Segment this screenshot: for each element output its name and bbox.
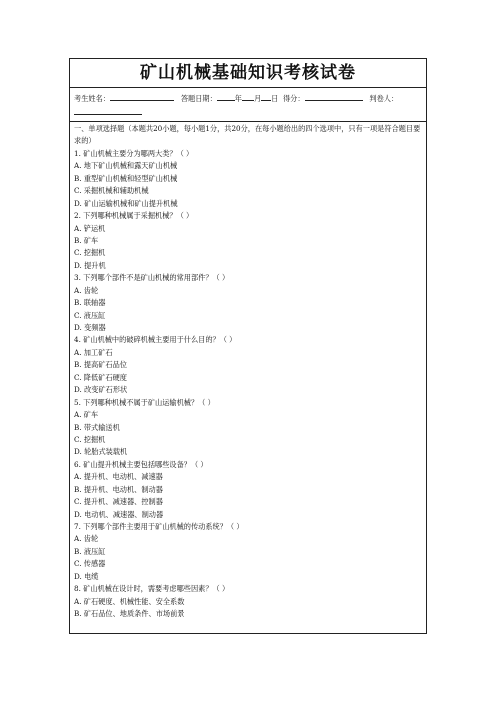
option[interactable]: C. 挖掘机 (74, 434, 106, 444)
option[interactable]: D. 电缆 (74, 571, 99, 581)
option[interactable]: B. 带式输送机 (74, 422, 120, 432)
option[interactable]: B. 矿车 (74, 235, 99, 245)
question-text: 2. 下列哪种机械属于采掘机械？（ ） (74, 211, 194, 221)
option[interactable]: A. 齿轮 (74, 285, 99, 295)
option[interactable]: A. 矿车 (74, 410, 99, 420)
option[interactable]: A. 提升机、电动机、减速器 (74, 472, 163, 482)
option[interactable]: B. 提升机、电动机、制动器 (74, 484, 163, 494)
name-label: 考生姓名： (74, 94, 110, 103)
grader-blank[interactable] (74, 105, 142, 115)
option[interactable]: A. 加工矿石 (74, 347, 113, 357)
option[interactable]: D. 矿山运输机械和矿山提升机械 (74, 198, 178, 208)
option[interactable]: D. 提升机 (74, 260, 106, 270)
option[interactable]: C. 降低矿石硬度 (74, 372, 127, 382)
question-text: 6. 矿山提升机械主要包括哪些设备？（ ） (74, 459, 208, 469)
questions-area (70, 122, 426, 622)
month-label: 月 (253, 94, 262, 103)
score-label: 得分： (282, 94, 305, 103)
section-heading: 一、单项选择题（本题共20小题，每小题1分，共20分，在每小题给出的四个选项中，只有一项是符合题目要求的） (74, 124, 421, 146)
option[interactable]: B. 矿石品位、地质条件、市场前景 (74, 609, 185, 619)
option[interactable]: A. 地下矿山机械和露天矿山机械 (74, 161, 178, 171)
option[interactable]: C. 采掘机械和辅助机械 (74, 186, 149, 196)
option[interactable]: A. 矿石硬度、机械性能、安全系数 (74, 596, 185, 606)
candidate-info (70, 88, 426, 122)
option[interactable]: D. 变频器 (74, 323, 106, 333)
question-text: 8. 矿山机械在设计时，需要考虑哪些因素？（ ） (74, 584, 230, 594)
month-blank[interactable] (242, 91, 254, 101)
option[interactable]: B. 联轴器 (74, 298, 106, 308)
day-blank[interactable] (261, 91, 271, 101)
option[interactable]: D. 改变矿石形状 (74, 385, 128, 395)
option[interactable]: C. 液压缸 (74, 310, 106, 320)
option[interactable]: B. 重型矿山机械和轻型矿山机械 (74, 173, 178, 183)
option[interactable]: C. 挖掘机 (74, 248, 106, 258)
exam-sheet (69, 58, 427, 634)
date-label: 答题日期： (180, 94, 217, 103)
question-text: 4. 矿山机械中的破碎机械主要用于什么目的？（ ） (74, 335, 237, 345)
day-label: 日 (271, 94, 279, 103)
grader-label: 判卷人： (369, 94, 399, 103)
option[interactable]: C. 传感器 (74, 559, 106, 569)
score-blank[interactable] (305, 91, 363, 101)
question-text: 5. 下列哪种机械不属于矿山运输机械？（ ） (74, 397, 215, 407)
option[interactable]: B. 液压缸 (74, 546, 106, 556)
option[interactable]: D. 轮胎式装载机 (74, 447, 128, 457)
name-blank[interactable] (110, 91, 174, 101)
question-text: 7. 下列哪个部件主要用于矿山机械的传动系统？（ ） (74, 522, 244, 532)
option[interactable]: D. 电动机、减速器、制动器 (74, 509, 164, 519)
question-text: 1. 矿山机械主要分为哪两大类？（ ） (74, 148, 194, 158)
option[interactable]: A. 铲运机 (74, 223, 106, 233)
option[interactable]: A. 齿轮 (74, 534, 99, 544)
question-text: 3. 下列哪个部件不是矿山机械的常用部件？（ ） (74, 273, 230, 283)
exam-title: 矿山机械基础知识考核试卷 (70, 59, 426, 88)
option[interactable]: C. 提升机、减速器、控制器 (74, 497, 163, 507)
option[interactable]: B. 提高矿石品位 (74, 360, 127, 370)
year-blank[interactable] (217, 91, 235, 101)
year-label: 年 (234, 94, 242, 103)
